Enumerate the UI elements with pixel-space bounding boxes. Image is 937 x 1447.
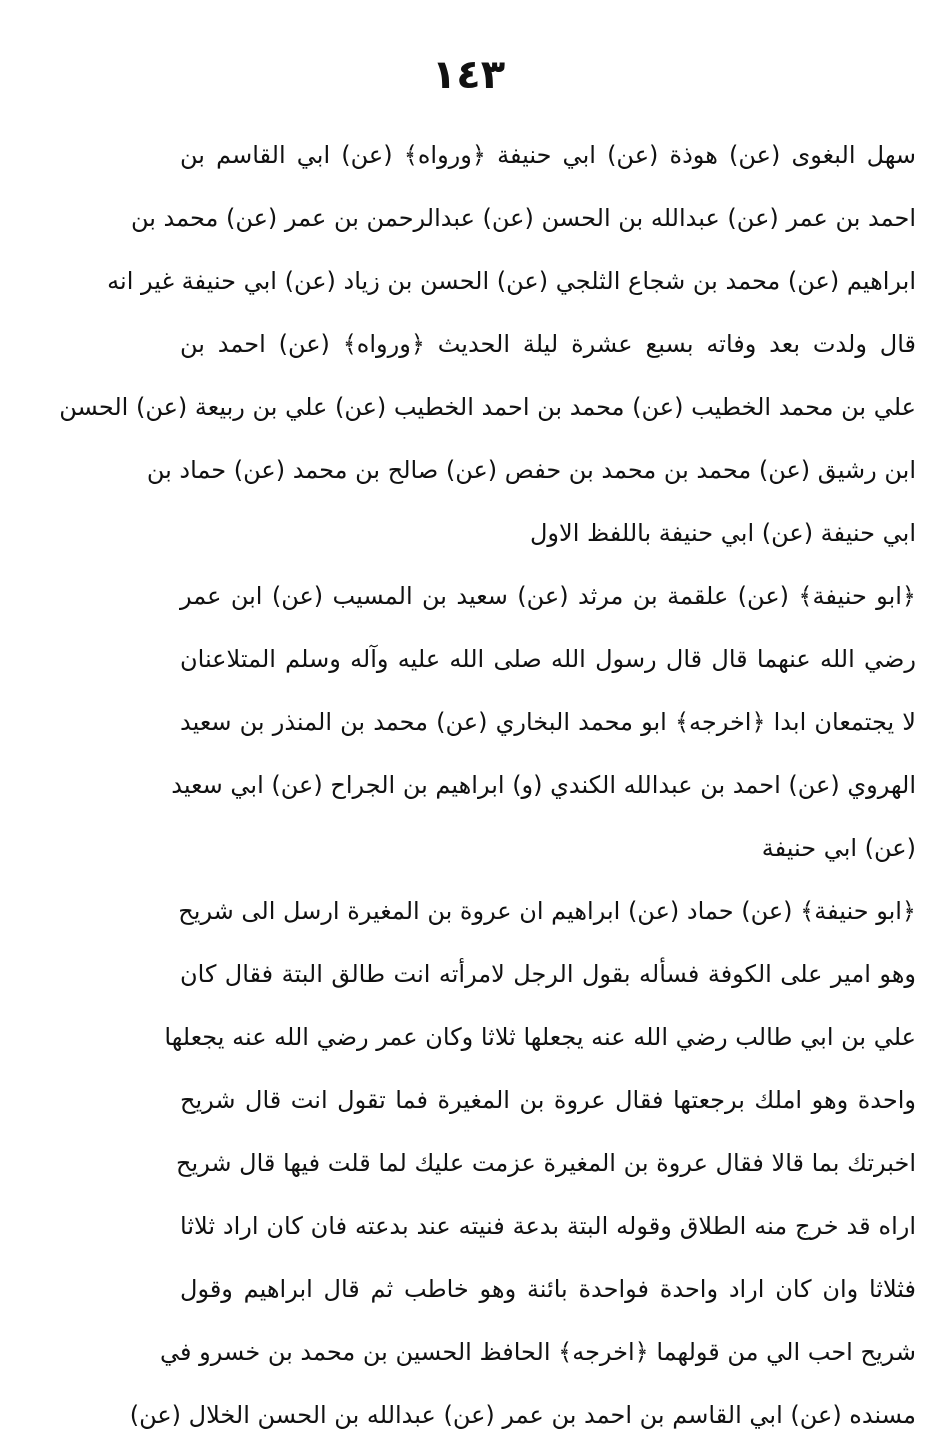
text-line: مسنده (عن) ابي القاسم بن احمد بن عمر (عن) عبدالله بن الحسن الخلال (عن): [129, 1401, 916, 1429]
text-line: علي بن محمد الخطيب (عن) محمد بن احمد الخطيب (عن) علي بن ربيعة (عن) الحسن: [59, 393, 916, 421]
text-line: (عن) ابي حنيفة: [761, 834, 916, 862]
page-number: ١٤٣: [431, 52, 506, 98]
text-line: سهل البغوى (عن) هوذة (عن) ابي حنيفة ﴿ورواه﴾ (عن) ابي القاسم بن: [180, 141, 916, 169]
text-line: ابي حنيفة (عن) ابي حنيفة باللفظ الاول: [529, 519, 916, 547]
text-line: وهو امير على الكوفة فسأله بقول الرجل لامرأته انت طالق البتة فقال كان: [180, 960, 916, 988]
text-line: علي بن ابي طالب رضي الله عنه يجعلها ثلاثا وكان عمر رضي الله عنه يجعلها: [164, 1023, 916, 1051]
text-line: قال ولدت بعد وفاته بسبع عشرة ليلة الحديث ﴿ورواه﴾ (عن) احمد بن: [180, 330, 916, 358]
text-line: الهروي (عن) احمد بن عبدالله الكندي (و) ابراهيم بن الجراح (عن) ابي سعيد: [171, 771, 916, 799]
text-line: شريح احب الي من قولهما ﴿اخرجه﴾ الحافظ الحسين بن محمد بن خسرو في: [160, 1338, 916, 1366]
text-line: ابراهيم (عن) محمد بن شجاع الثلجي (عن) الحسن بن زياد (عن) ابي حنيفة غير انه: [107, 267, 916, 295]
text-line: ابن رشيق (عن) محمد بن محمد بن حفص (عن) صالح بن محمد (عن) حماد بن: [146, 456, 916, 484]
text-line: اراه قد خرج منه الطلاق وقوله البتة بدعة فنيته عند بدعته فان كان اراد ثلاثا: [180, 1212, 916, 1240]
text-line: رضي الله عنهما قال قال رسول الله صلى الله عليه وآله وسلم المتلاعنان: [180, 645, 916, 673]
text-line: احمد بن عمر (عن) عبدالله بن الحسن (عن) عبدالرحمن بن عمر (عن) محمد بن: [130, 204, 916, 232]
text-line: اخبرتك بما قالا فقال عروة بن المغيرة عزمت عليك لما قلت فيها قال شريح: [176, 1149, 916, 1177]
text-line: لا يجتمعان ابدا ﴿اخرجه﴾ ابو محمد البخاري (عن) محمد بن المنذر بن سعيد: [180, 708, 916, 736]
body-text: [59, 124, 916, 1447]
text-line: واحدة وهو املك برجعتها فقال عروة بن المغيرة فما تقول انت قال شريح: [180, 1086, 916, 1114]
text-line: ﴿ابو حنيفة﴾ (عن) علقمة بن مرثد (عن) سعيد بن المسيب (عن) ابن عمر: [180, 582, 916, 610]
text-line: فثلاثا وان كان اراد واحدة فواحدة بائنة وهو خاطب ثم قال ابراهيم وقول: [180, 1275, 916, 1303]
text-line: ﴿ابو حنيفة﴾ (عن) حماد (عن) ابراهيم ان عروة بن المغيرة ارسل الى شريح: [178, 897, 916, 925]
